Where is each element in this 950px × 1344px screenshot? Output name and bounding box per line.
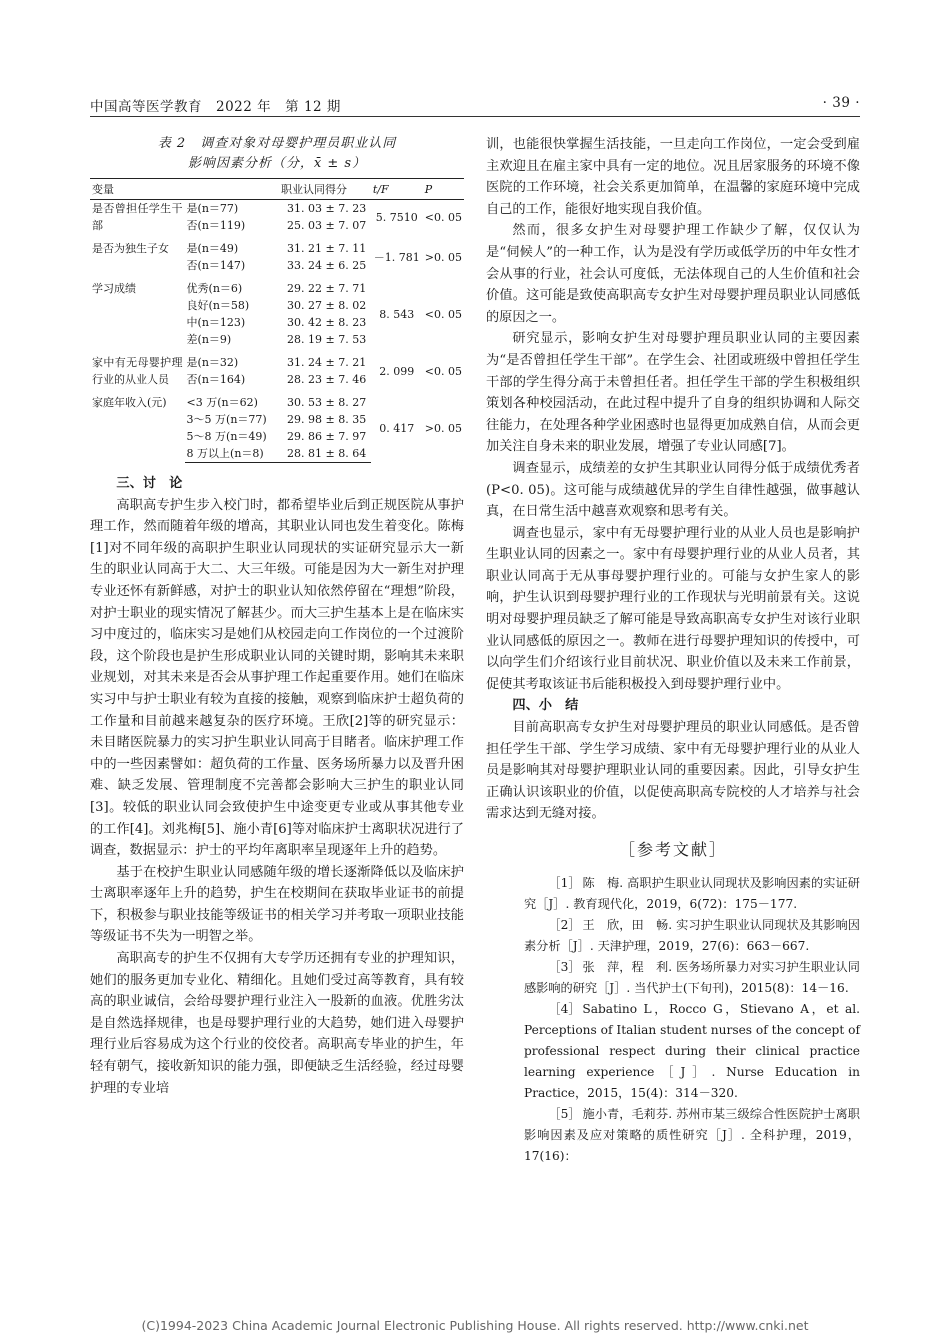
table-header-row	[90, 179, 464, 200]
paragraph: 高职高专的护生不仅拥有大专学历还拥有专业的护理知识，她们的服务更加专业化、精细化。且她们受过高等教育，具有较高的职业诚信，会给母婴护理行业注入一股新的血液。优胜劣汰是自然选择规律，也是母婴护理行业的大趋势，她们进入母婴护理行业后容易成为这个行业的佼佼者。高职高专毕业的护生，年轻有朝气，接收新知识的能力强，即便缺乏生活经验，经过母婴护理的专业培	[90, 951, 464, 1096]
paragraph: 调查显示，成绩差的女护生其职业认同得分低于成绩优秀者(P<0. 05)。这可能与成绩越优异的学生自律性越强，做事越认真，在日常生活中越喜欢观察和思考有关。	[486, 460, 860, 520]
reference-number: ［5］	[548, 1106, 581, 1121]
paragraph: 训，也能很快掌握生活技能，一旦走向工作岗位，一定会受到雇主欢迎且在雇主家中具有一定的地位。况且居家服务的环境不像医院的工作环境，社会关系更加简单，在温馨的家庭环境中完成自己的工作，能很好地实现自我价值。	[486, 137, 860, 217]
col-stat: t/F	[371, 179, 423, 200]
reference-item	[486, 915, 860, 957]
level-cell: <3 万(n＝62)	[186, 396, 258, 409]
discussion-title: 三、讨 论	[116, 476, 183, 491]
score-cell: 29. 22 ± 7. 71	[287, 282, 367, 295]
level-cell: 是(n＝49)	[186, 242, 239, 255]
level-cell: 否(n＝164)	[186, 373, 246, 386]
discussion-section	[90, 473, 464, 1099]
right-column	[486, 134, 860, 1167]
level-cell: 中(n＝123)	[186, 316, 246, 329]
level-cell: 良好(n＝58)	[186, 299, 250, 312]
level-cell: 8 万以上(n＝8)	[185, 445, 279, 463]
col-level	[185, 179, 279, 200]
references-title: ［参考文献］	[618, 840, 727, 859]
page-number: · 39 ·	[822, 95, 860, 111]
score-cell: 33. 24 ± 6. 25	[287, 259, 367, 272]
reference-text: 陈 梅. 高职护生职业认同现状及影响因素的实证研究［J］. 教育现代化，2019，6(72)：175－177.	[524, 875, 860, 911]
left-column	[90, 134, 464, 1099]
stat-cell: 5. 7510	[375, 210, 418, 224]
reference-text: Sabatino L，Rocco G，Stievano A，et al. Perceptions of Italian student nurses of the concept of professional respect during their clinical practice learning experience［J］. Nurse Education in Practice，2015，15(4)：314－320.	[524, 1001, 860, 1100]
table-row	[90, 240, 464, 257]
reference-item	[486, 999, 860, 1104]
variable-label: 家庭年收入(元)	[92, 396, 167, 409]
p-value-cell: >0. 05	[424, 421, 462, 435]
summary-title: 四、小 结	[512, 698, 579, 714]
level-cell: 是(n＝32)	[186, 356, 239, 369]
variable-label: 家中有无母婴护理行业的从业人员	[92, 356, 183, 386]
col-variable: 变量	[90, 179, 185, 200]
paragraph: 调查也显示，家中有无母婴护理行业的从业人员也是影响护生职业认同的因素之一。家中有母婴护理行业的从业人员者，其职业认同高于无从事母婴护理行业的。可能与女护生家人的影响，护生认识到母婴护理行业的工作现状与光明前景有关。这说明对母婴护理员缺乏了解可能是导致高职高专女护生对该行业职业认同感低的原因之一。教师在进行母婴护理知识的传授中，可以向学生们介绍该行业目前状况、职业价值以及未来工作前景，促使其考取该证书后能积极投入到母婴护理行业中。	[486, 525, 860, 692]
reference-number: ［3］	[548, 959, 581, 974]
level-cell: 5～8 万(n＝49)	[186, 430, 267, 443]
level-cell: 3～5 万(n＝77)	[186, 413, 267, 426]
table-caption-line-1: 表 2 调查对象对母婴护理员职业认同	[157, 136, 397, 151]
reference-text: 施小青，毛莉芬. 苏州市某三级综合性医院护士离职影响因素及应对策略的质性研究［J］. 全科护理，2019，17(16)：	[524, 1106, 860, 1163]
paragraph: 高职高专护生步入校门时，都希望毕业后到正规医院从事护理工作，然而随着年级的增高，其职业认同也发生着变化。陈梅[1]对不同年级的高职护生职业认同现状的实证研究显示大一新生的职业认同高于大二、大三年级。可能是因为大一新生对护理专业还怀有新鲜感，对护士的职业认知依然停留在“理想”阶段，对护士职业的现实情况了解甚少。而大三护生基本上是在临床实习中度过的，临床实习是她们从校园走向工作岗位的一个过渡阶段，这个阶段也是护生形成职业认同的关键时期，影响其未来职业规划，对其未来是否会从事护理工作起重要作用。她们在临床实习中与护士职业有较为直接的接触，观察到临床护士超负荷的工作量和目前越来越复杂的医疗环境。王欣[2]等的研究显示：未目睹医院暴力的实习护生职业认同高于目睹者。临床护理工作中的一些因素譬如：超负荷的工作量、医务场所暴力以及晋升困难、缺乏发展、管理制度不完善都会影响大三护生的职业认同[3]。较低的职业认同会致使护生中途变更专业或从事其他专业的工作[4]。刘兆梅[5]、施小青[6]等对临床护士离职状况进行了调查，数据显示：护士的平均年离职率呈现逐年上升的趋势。	[90, 497, 464, 859]
col-p: P	[423, 179, 464, 200]
score-cell: 28. 19 ± 7. 53	[287, 333, 367, 346]
reference-list	[486, 873, 860, 1167]
table-row	[90, 394, 464, 411]
reference-text: 张 萍，程 利. 医务场所暴力对实习护生职业认同感影响的研究［J］. 当代护士(下旬刊)，2015(8)：14－16.	[524, 959, 860, 995]
stat-cell: 8. 543	[379, 307, 415, 321]
journal-title: 中国高等医学教育 2022 年 第 12 期	[90, 99, 341, 115]
score-cell: 25. 03 ± 7. 07	[287, 219, 367, 232]
stat-cell: 2. 099	[379, 364, 415, 378]
score-cell: 31. 24 ± 7. 21	[287, 356, 367, 369]
score-cell: 28. 23 ± 7. 46	[287, 373, 367, 386]
table-body	[90, 200, 464, 463]
summary-paragraph: 目前高职高专女护生对母婴护理员的职业认同感低。是否曾担任学生干部、学生学习成绩、家中有无母婴护理行业的从业人员是影响其对母婴护理职业认同的重要因素。因此，引导女护生正确认识该职业的价值，以促使高职高专院校的人才培养与社会需求达到无缝对接。	[486, 720, 860, 822]
level-cell: 优秀(n＝6)	[186, 282, 243, 295]
score-cell: 30. 42 ± 8. 23	[287, 316, 367, 329]
table-row	[90, 354, 464, 371]
score-cell: 30. 27 ± 8. 02	[287, 299, 367, 312]
p-value-cell: <0. 05	[424, 364, 462, 378]
level-cell: 差(n＝9)	[186, 333, 232, 346]
stat-cell: －1. 781	[373, 250, 420, 264]
reference-number: ［2］	[548, 917, 581, 932]
p-value-cell: <0. 05	[424, 210, 462, 224]
score-cell: 29. 98 ± 8. 35	[287, 413, 367, 426]
score-cell: 31. 21 ± 7. 11	[287, 242, 367, 255]
score-cell: 28. 81 ± 8. 64	[279, 445, 371, 463]
paragraph: 研究显示，影响女护生对母婴护理员职业认同的主要因素为“是否曾担任学生干部”。在学生会、社团或班级中曾担任学生干部的学生得分高于未曾担任者。担任学生干部的学生积极组织策划各种校园活动，在此过程中提升了自身的组织协调和人际交往能力，在处理各种学业困惑时也显得更加成熟自信，从而会更加关注自身未来的职业发展，增强了专业认同感[7]。	[486, 331, 860, 455]
running-header	[90, 95, 860, 115]
score-cell: 31. 03 ± 7. 23	[287, 202, 367, 215]
reference-text: 王 欣，田 畅. 实习护生职业认同现状及其影响因素分析［J］. 天津护理，2019，27(6)：663－667.	[524, 917, 860, 953]
variable-label: 是否为独生子女	[92, 242, 169, 255]
score-cell: 29. 86 ± 7. 97	[287, 430, 367, 443]
paragraph: 然而，很多女护生对母婴护理工作缺少了解，仅仅认为是“伺候人”的一种工作，认为是没有学历或低学历的中年女性才会从事的行业，社会认可度低，无法体现自己的人生价值和社会价值。这可能是致使高职高专女护生对母婴护理员职业认同感低的原因之一。	[486, 223, 860, 325]
paragraph: 基于在校护生职业认同感随年级的增长逐渐降低以及临床护士离职率逐年上升的趋势，护生在校期间在获取毕业证书的前提下，积极参与职业技能等级证书的相关学习并考取一项职业技能等级证书不失为一明智之举。	[90, 864, 464, 945]
col-score: 职业认同得分	[279, 179, 371, 200]
variable-label: 是否曾担任学生干部	[92, 202, 183, 232]
score-cell: 30. 53 ± 8. 27	[287, 396, 367, 409]
level-cell: 是(n＝77)	[186, 202, 239, 215]
variable-label: 学习成绩	[92, 282, 136, 295]
stat-cell: 0. 417	[379, 421, 415, 435]
p-value-cell: <0. 05	[424, 307, 462, 321]
table-row	[90, 200, 464, 218]
table-caption-line-2: 影响因素分析（分，x̄ ± s）	[187, 156, 367, 171]
factor-table	[90, 178, 464, 463]
table-caption	[90, 134, 464, 174]
reference-item	[486, 873, 860, 915]
reference-item	[486, 1104, 860, 1167]
table-row	[90, 280, 464, 297]
reference-number: ［4］	[548, 1001, 581, 1016]
level-cell: 否(n＝147)	[186, 259, 246, 272]
reference-number: ［1］	[548, 875, 581, 890]
level-cell: 否(n＝119)	[186, 219, 246, 232]
header-rule	[90, 116, 860, 117]
p-value-cell: >0. 05	[424, 250, 462, 264]
reference-item	[486, 957, 860, 999]
copyright-footer: (C)1994-2023 China Academic Journal Electronic Publishing House. All rights reserved. http://www.cnki.net	[141, 1318, 809, 1333]
